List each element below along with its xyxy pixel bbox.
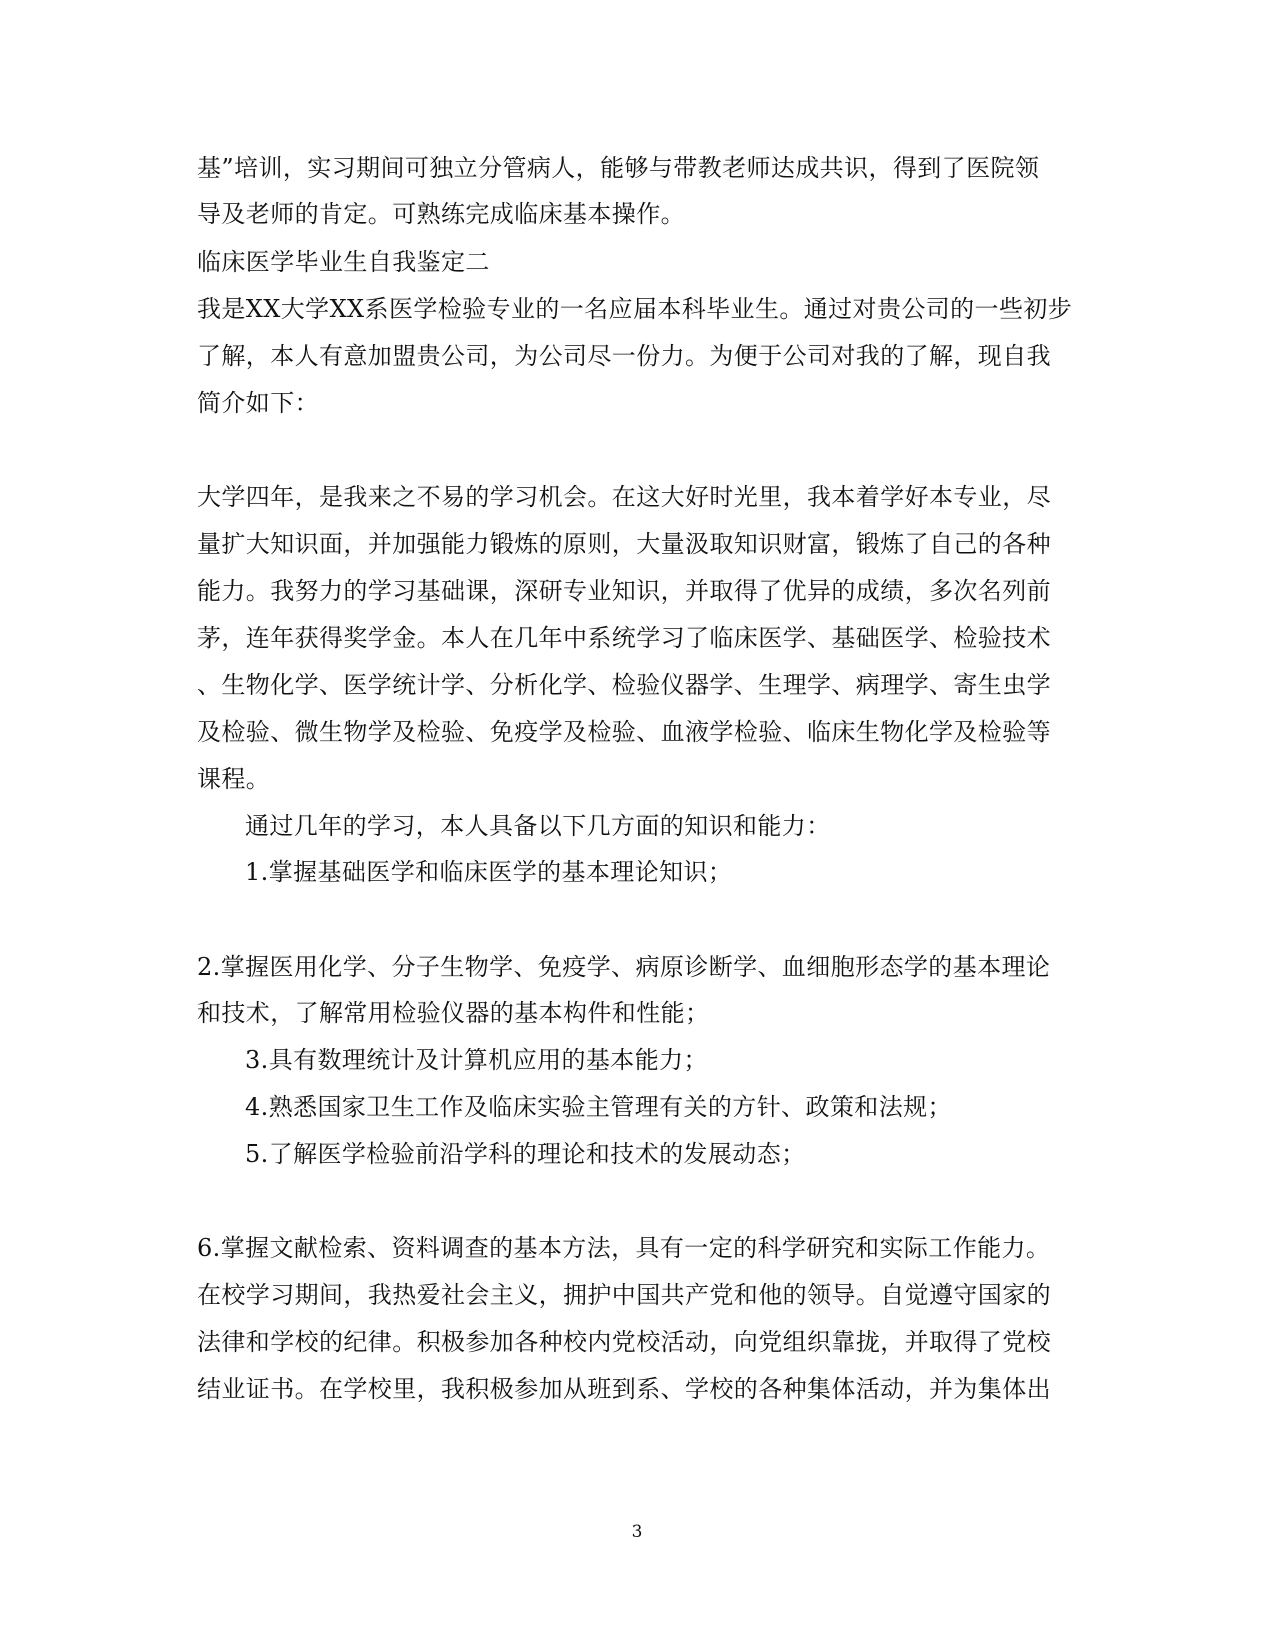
list-item: 5.了解医学检验前沿学科的理论和技术的发展动态； [245,1140,806,1168]
text-line: 和技术，了解常用检验仪器的基本构件和性能； [197,999,710,1027]
text-line: 我是XX大学XX系医学检验专业的一名应届本科毕业生。通过对贵公司的一些初步 [197,295,1073,323]
text-line: 通过几年的学习，本人具备以下几方面的知识和能力： [245,812,831,840]
text-line: 导及老师的肯定。可熟练完成临床基本操作。 [197,200,685,228]
list-item: 4.熟悉国家卫生工作及临床实验主管理有关的方针、政策和法规； [245,1093,952,1121]
text-line: 在校学习期间，我热爱社会主义，拥护中国共产党和他的领导。自觉遵守国家的 [197,1281,1051,1309]
text-line: 能力。我努力的学习基础课，深研专业知识，并取得了优异的成绩，多次名列前 [197,577,1051,605]
text-line: 量扩大知识面，并加强能力锻炼的原则，大量汲取知识财富，锻炼了自己的各种 [197,530,1051,558]
text-line: 结业证书。在学校里，我积极参加从班到系、学校的各种集体活动，并为集体出 [197,1375,1051,1403]
list-item: 2.掌握医用化学、分子生物学、免疫学、病原诊断学、血细胞形态学的基本理论 [197,953,1051,981]
section-heading: 临床医学毕业生自我鉴定二 [197,248,490,276]
list-item: 3.具有数理统计及计算机应用的基本能力； [245,1046,708,1074]
page-number: 3 [631,1522,643,1542]
text-line: 及检验、微生物学及检验、免疫学及检验、血液学检验、临床生物化学及检验等 [197,718,1051,746]
text-line: 法律和学校的纪律。积极参加各种校内党校活动，向党组织靠拢，并取得了党校 [197,1328,1051,1356]
list-item: 1.掌握基础医学和临床医学的基本理论知识； [245,858,733,886]
text-line: 了解，本人有意加盟贵公司，为公司尽一份力。为便于公司对我的了解，现自我 [197,342,1051,370]
text-line: 简介如下： [197,389,319,417]
list-item: 6.掌握文献检索、资料调查的基本方法，具有一定的科学研究和实际工作能力。 [197,1234,1051,1262]
text-line: 大学四年，是我来之不易的学习机会。在这大好时光里，我本着学好本专业，尽 [197,483,1051,511]
text-line: 课程。 [197,765,271,793]
text-line: 、生物化学、医学统计学、分析化学、检验仪器学、生理学、病理学、寄生虫学 [197,671,1051,699]
text-line: 茅，连年获得奖学金。本人在几年中系统学习了临床医学、基础医学、检验技术 [197,624,1051,652]
text-line: 基”培训，实习期间可独立分管病人，能够与带教老师达成共识，得到了医院领 [197,154,1040,182]
